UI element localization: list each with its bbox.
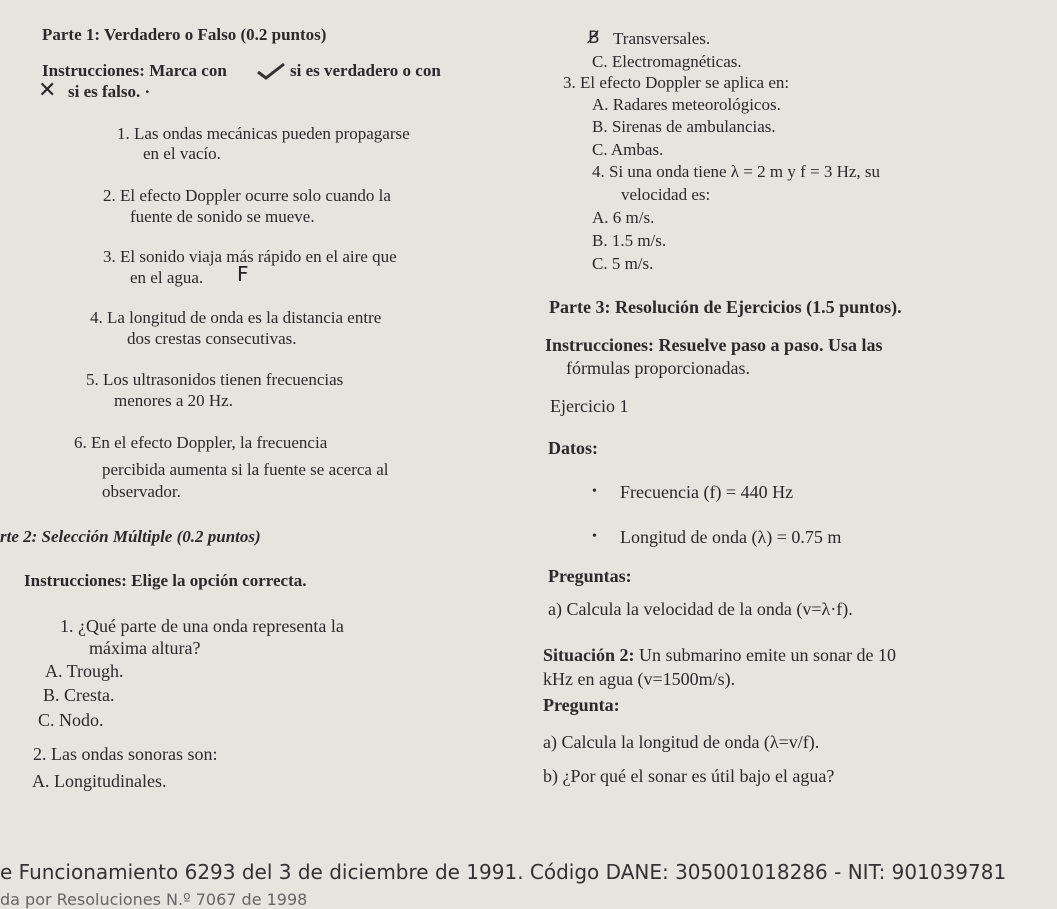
p2-q3-option-c: C. Ambas. (592, 140, 664, 159)
p2-q1-line2: máxima altura? (89, 638, 201, 658)
p1-q1-line2: en el vacío. (143, 144, 221, 163)
p2-q1-option-b: B. Cresta. (43, 685, 115, 705)
footer-line2: da por Resoluciones N.º 7067 de 1998 (0, 890, 308, 909)
p1-q4-line2: dos crestas consecutivas. (127, 329, 297, 348)
situacion-2-question-a: a) Calcula la longitud de onda (λ=v/f). (543, 732, 820, 752)
p2-q4-option-c: C. 5 m/s. (592, 254, 654, 273)
p1-q5-line1: 5. Los ultrasonidos tienen frecuencias (86, 370, 344, 389)
p2-q4-line2: velocidad es: (621, 185, 711, 204)
part3-instr-text: Instrucciones: Resuelve paso a paso. Usa las (545, 335, 883, 355)
option-b-crossed-mark: B̸ (588, 28, 600, 48)
p1-q6-line1: 6. En el efecto Doppler, la frecuencia (74, 433, 328, 452)
p2-q2-option-c: C. Electromagnéticas. (592, 52, 742, 71)
checkmark-icon (256, 62, 286, 80)
p2-q4-line1: 4. Si una onda tiene λ = 2 m y f = 3 Hz, su (592, 162, 881, 181)
p1-q2-line1: 2. El efecto Doppler ocurre solo cuando la (103, 186, 391, 205)
p2-q4-option-a: A. 6 m/s. (592, 208, 655, 227)
datos-heading: Datos: (548, 438, 598, 458)
part1-instr-c: si es falso. · (68, 82, 151, 101)
part2-instr: Instrucciones: Elige la opción correcta. (24, 571, 307, 590)
p2-q3-option-b: B. Sirenas de ambulancias. (592, 117, 776, 136)
dato-frecuencia: • Frecuencia (f) = 440 Hz (620, 482, 793, 502)
cross-icon: ✕ (38, 78, 57, 103)
dato-longitud-onda: • Longitud de onda (λ) = 0.75 m (620, 527, 841, 547)
p2-q1-option-c: C. Nodo. (38, 710, 104, 730)
part2-title: rte 2: Selección Múltiple (0.2 puntos) (0, 527, 261, 546)
p2-q4-option-b: B. 1.5 m/s. (592, 231, 667, 250)
p1-q6-line2: percibida aumenta si la fuente se acerca al (102, 460, 389, 479)
p1-q4-line1: 4. La longitud de onda es la distancia entre (90, 308, 382, 327)
p2-q2-question: 2. Las ondas sonoras son: (33, 744, 218, 764)
part1-title: Parte 1: Verdadero o Falso (0.2 puntos) (42, 25, 327, 44)
part3-instr-line2: fórmulas proporcionadas. (566, 358, 750, 378)
situacion-2-label: Situación 2: (543, 645, 635, 665)
p1-q3-answer: F (237, 262, 249, 286)
p1-q6-line3: observador. (102, 482, 181, 501)
part3-title: Parte 3: Resolución de Ejercicios (1.5 puntos). (549, 297, 902, 317)
part1-instr-a: Instrucciones: Marca con (42, 61, 227, 80)
p2-q1-line1: 1. ¿Qué parte de una onda representa la (60, 616, 344, 636)
p2-q2-option-a: A. Longitudinales. (32, 771, 167, 791)
p2-q3-question: 3. El efecto Doppler se aplica en: (563, 73, 790, 92)
footer-line1: e Funcionamiento 6293 del 3 de diciembre de 1991. Código DANE: 305001018286 - NIT: 901039781 (0, 860, 1007, 884)
pregunta-heading: Pregunta: (543, 695, 620, 715)
exercise-1-heading: Ejercicio 1 (550, 396, 629, 416)
p2-q3-option-a: A. Radares meteorológicos. (592, 95, 781, 114)
p1-q3-line2: en el agua. (130, 268, 204, 287)
p1-q2-line2: fuente de sonido se mueve. (130, 207, 315, 226)
preguntas-heading: Preguntas: (548, 566, 632, 586)
p2-q1-option-a: A. Trough. (45, 661, 124, 681)
p2-q2-option-b: Transversales. (613, 29, 711, 48)
part3-instr-line1 (545, 335, 883, 355)
situacion-2-question-b: b) ¿Por qué el sonar es útil bajo el agua? (543, 766, 835, 786)
part1-instr-b: si es verdadero o con (290, 61, 441, 80)
situacion-2-line1 (543, 645, 896, 665)
situacion-2-line2: kHz en agua (v=1500m/s). (543, 669, 736, 689)
p1-q3-line1: 3. El sonido viaja más rápido en el aire que (103, 247, 397, 266)
p1-q5-line2: menores a 20 Hz. (114, 391, 233, 410)
p1-q1-line1: 1. Las ondas mecánicas pueden propagarse (117, 124, 410, 143)
situacion-2-text: Un submarino emite un sonar de 10 (639, 645, 896, 665)
exercise-1-question-a: a) Calcula la velocidad de la onda (v=λ·f). (548, 599, 853, 619)
